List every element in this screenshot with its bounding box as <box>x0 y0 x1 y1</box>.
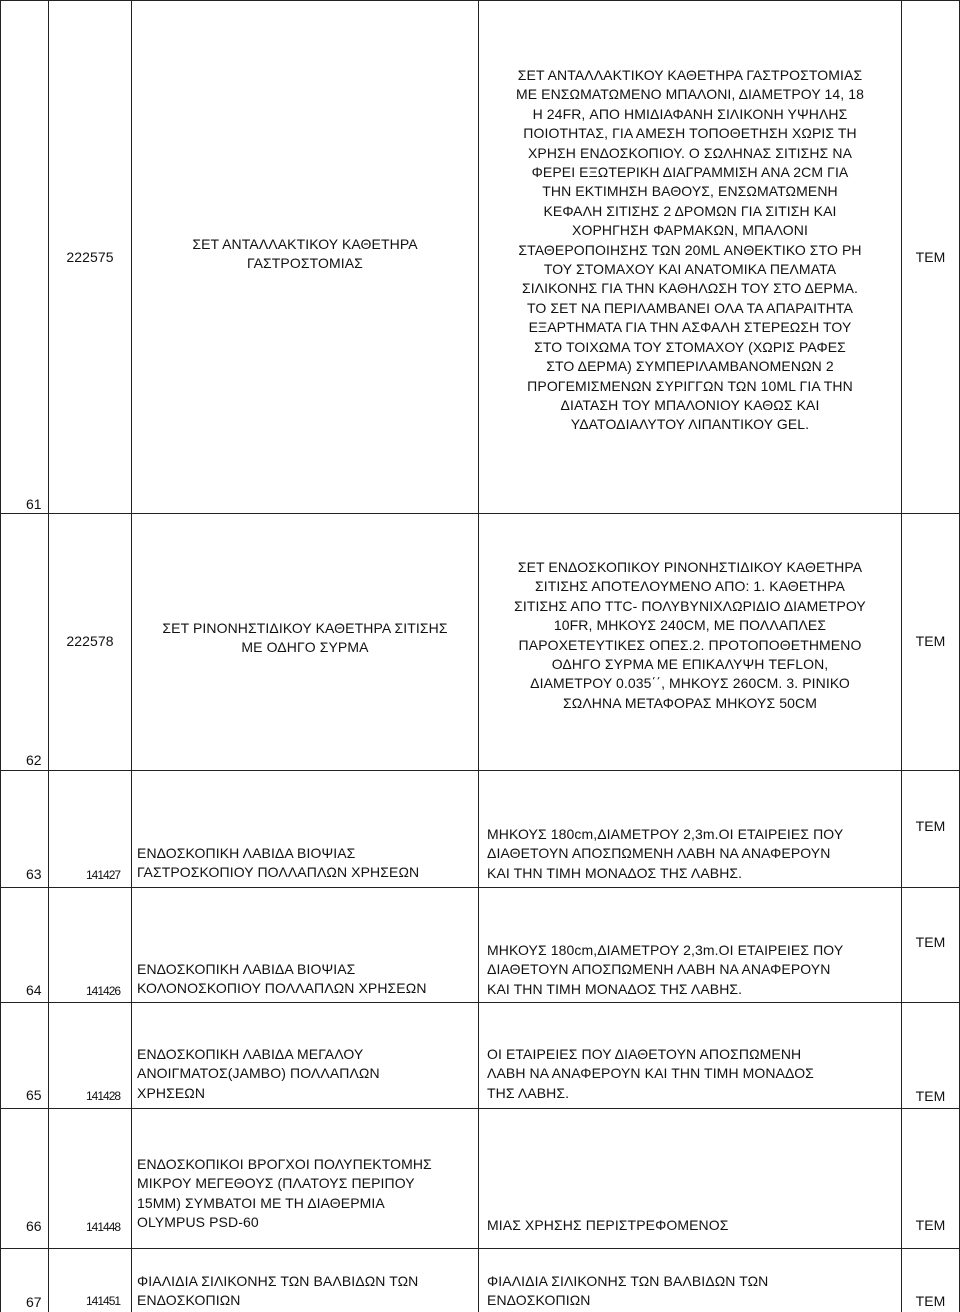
item-name: ΕΝΔΟΣΚΟΠΙΚΗ ΛΑΒΙΔΑ ΒΙΟΨΙΑΣ ΓΑΣΤΡΟΣΚΟΠΙΟΥ ΠΟΛΛΑΠΛΩΝ ΧΡΗΣΕΩΝ <box>137 845 420 881</box>
row-number: 67 <box>26 1294 42 1310</box>
row-number: 62 <box>26 752 42 768</box>
column-divider <box>0 0 1 1312</box>
row-number: 63 <box>26 866 42 882</box>
row-number: 61 <box>26 496 42 512</box>
unit-label: ΤΕΜ <box>915 633 946 649</box>
item-specification: ΜΗΚΟΥΣ 180cm,ΔΙΑΜΕΤΡΟΥ 2,3m.ΟΙ ΕΤΑΙΡΕΙΕΣ ΠΟΥ ΔΙΑΘΕΤΟΥΝ ΑΠΟΣΠΩΜΕΝΗ ΛΑΒΗ ΝΑ ΑΝΑΦΕΡΟΥΝ ΚΑΙ ΤΗΝ ΤΙΜΗ ΜΟΝΑΔΟΣ ΤΗΣ ΛΑΒΗΣ. <box>487 826 844 881</box>
item-code: 141428 <box>86 1089 121 1103</box>
item-specification: ΜΗΚΟΥΣ 180cm,ΔΙΑΜΕΤΡΟΥ 2,3m.ΟΙ ΕΤΑΙΡΕΙΕΣ ΠΟΥ ΔΙΑΘΕΤΟΥΝ ΑΠΟΣΠΩΜΕΝΗ ΛΑΒΗ ΝΑ ΑΝΑΦΕΡΟΥΝ ΚΑΙ ΤΗΝ ΤΙΜΗ ΜΟΝΑΔΟΣ ΤΗΣ ΛΑΒΗΣ. <box>487 942 844 997</box>
unit-label: ΤΕΜ <box>915 818 946 834</box>
row-number: 66 <box>26 1218 42 1234</box>
unit-label: ΤΕΜ <box>915 1217 946 1233</box>
item-code: 222575 <box>66 249 114 265</box>
item-specification: ΣΕΤ ΑΝΤΑΛΛΑΚΤΙΚΟΥ ΚΑΘΕΤΗΡΑ ΓΑΣΤΡΟΣΤΟΜΙΑΣ ΜΕ ΕΝΣΩΜΑΤΩΜΕΝΟ ΜΠΑΛΟΝΙ, ΔΙΑΜΕΤΡΟΥ 14, 18 Η 24FR, ΑΠΟ ΗΜΙΔΙΑΦΑΝΗ ΣΙΛΙΚΟΝΗ ΥΨΗΛΗΣ ΠΟΙΟΤΗΤΑΣ, ΓΙΑ ΑΜΕΣΗ ΤΟΠΟΘΕΤΗΣΗ ΧΩΡΙΣ ΤΗ ΧΡΗΣΗ ΕΝΔΟΣΚΟΠΙΟΥ. Ο ΣΩΛΗΝΑΣ ΣΙΤΙΣΗΣ ΝΑ ΦΕΡΕΙ ΕΞΩΤΕΡΙΚΗ ΔΙΑΓΡΑΜΜΙΣΗ ΑΝΑ 2CM ΓΙΑ ΤΗΝ ΕΚΤΙΜΗΣΗ ΒΑΘΟΥΣ, ΕΝΣΩΜΑΤΩΜΕΝΗ ΚΕΦΑΛΗ ΣΙΤΙΣΗΣ 2 ΔΡΟΜΩΝ ΓΙΑ ΣΙΤΙΣΗ ΚΑΙ ΧΟΡΗΓΗΣΗ ΦΑΡΜΑΚΩΝ, ΜΠΑΛΟΝΙ ΣΤΑΘΕΡΟΠΟΙΗΣΗΣ ΤΩΝ 20ML ΑΝΘΕΚΤΙΚΟ ΣΤΟ PH ΤΟΥ ΣΤΟΜΑΧΟΥ ΚΑΙ ΑΝΑΤΟΜΙΚΑ ΠΕΛΜΑΤΑ ΣΙΛΙΚΟΝΗΣ ΓΙΑ ΤΗΝ ΚΑΘΗΛΩΣΗ ΤΟΥ ΣΤΟ ΔΕΡΜΑ. ΤΟ ΣΕΤ ΝΑ ΠΕΡΙΛΑΜΒΑΝΕΙ ΟΛΑ ΤΑ ΑΠΑΡΑΙΤΗΤΑ ΕΞΑΡΤΗΜΑΤΑ ΓΙΑ ΤΗΝ ΑΣΦΑΛΗ ΣΤΕΡΕΩΣΗ ΤΟΥ ΣΤΟ ΤΟΙΧΩΜΑ ΤΟΥ ΣΤΟΜΑΧΟΥ (ΧΩΡΙΣ ΡΑΦΕΣ ΣΤΟ ΔΕΡΜΑ) ΣΥΜΠΕΡΙΛΑΜΒΑΝΟΜΕΝΩΝ 2 ΠΡΟΓΕΜΙΣΜΕΝΩΝ ΣΥΡΙΓΓΩΝ ΤΩΝ 10ML ΓΙΑ ΤΗΝ ΔΙΑΤΑΣΗ ΤΟΥ ΜΠΑΛΟΝΙΟΥ ΚΑΘΩΣ ΚΑΙ ΥΔΑΤΟΔΙΑΛΥΤΟΥ ΛΙΠΑΝΤΙΚΟΥ GEL. <box>515 67 865 433</box>
item-specification: ΦΙΑΛΙΔΙΑ ΣΙΛΙΚΟΝΗΣ ΤΩΝ ΒΑΛΒΙΔΩΝ ΤΩΝ ΕΝΔΟΣΚΟΠΙΩΝ <box>487 1273 769 1309</box>
item-code: 222578 <box>66 633 114 649</box>
column-divider <box>478 0 479 1312</box>
item-specification: ΜΙΑΣ ΧΡΗΣΗΣ ΠΕΡΙΣΤΡΕΦΟΜΕΝΟΣ <box>487 1217 729 1233</box>
row-divider <box>0 0 960 1</box>
unit-label: ΤΕΜ <box>915 1293 946 1309</box>
item-name: ΣΕΤ ΡΙΝΟΝΗΣΤΙΔΙΚΟΥ ΚΑΘΕΤΗΡΑ ΣΙΤΙΣΗΣ ΜΕ ΟΔΗΓΟ ΣΥΡΜΑ <box>162 620 448 656</box>
item-code: 141427 <box>86 868 121 882</box>
row-number: 65 <box>26 1087 42 1103</box>
item-code: 141451 <box>86 1294 121 1308</box>
item-specification: ΟΙ ΕΤΑΙΡΕΙΕΣ ΠΟΥ ΔΙΑΘΕΤΟΥΝ ΑΠΟΣΠΩΜΕΝΗ ΛΑΒΗ ΝΑ ΑΝΑΦΕΡΟΥΝ ΚΑΙ ΤΗΝ ΤΙΜΗ ΜΟΝΑΔΟΣ ΤΗΣ ΛΑΒΗΣ. <box>487 1046 814 1101</box>
row-divider <box>0 887 960 888</box>
row-divider <box>0 513 960 514</box>
item-name: ΕΝΔΟΣΚΟΠΙΚΗ ΛΑΒΙΔΑ ΒΙΟΨΙΑΣ ΚΟΛΟΝΟΣΚΟΠΙΟΥ ΠΟΛΛΑΠΛΩΝ ΧΡΗΣΕΩΝ <box>137 961 427 997</box>
row-divider <box>0 770 960 771</box>
row-divider <box>0 1108 960 1109</box>
item-code: 141426 <box>86 984 121 998</box>
item-specification: ΣΕΤ ΕΝΔΟΣΚΟΠΙΚΟΥ ΡΙΝΟΝΗΣΤΙΔΙΚΟΥ ΚΑΘΕΤΗΡΑ ΣΙΤΙΣΗΣ ΑΠΟΤΕΛΟΥΜΕΝΟ ΑΠΟ: 1. ΚΑΘΕΤΗΡΑ ΣΙΤΙΣΗΣ ΑΠΟ TTC- ΠΟΛΥΒΥΝΙΧΛΩΡΙΔΙΟ ΔΙΑΜΕΤΡΟΥ 10FR, ΜΗΚΟΥΣ 240CM, ΜΕ ΠΟΛΛΑΠΛΕΣ ΠΑΡΟΧΕΤΕΥΤΙΚΕΣ ΟΠΕΣ.2. ΠΡΟΤΟΠΟΘΕΤΗΜΕΝΟ ΟΔΗΓΟ ΣΥΡΜΑ ΜΕ ΕΠΙΚΑΛΥΨΗ TEFLON, ΔΙΑΜΕΤΡΟΥ 0.035΄΄, ΜΗΚΟΥΣ 260CM. 3. ΡΙΝΙΚΟ ΣΩΛΗΝΑ ΜΕΤΑΦΟΡΑΣ ΜΗΚΟΥΣ 50CM <box>514 559 866 711</box>
column-divider <box>48 0 49 1312</box>
row-divider <box>0 1002 960 1003</box>
row-divider <box>0 1248 960 1249</box>
row-number: 64 <box>26 982 42 998</box>
unit-label: ΤΕΜ <box>915 934 946 950</box>
unit-label: ΤΕΜ <box>915 249 946 265</box>
item-name: ΦΙΑΛΙΔΙΑ ΣΙΛΙΚΟΝΗΣ ΤΩΝ ΒΑΛΒΙΔΩΝ ΤΩΝ ΕΝΔΟΣΚΟΠΙΩΝ <box>137 1273 419 1309</box>
item-code: 141448 <box>86 1220 121 1234</box>
item-name: ΕΝΔΟΣΚΟΠΙΚΗ ΛΑΒΙΔΑ ΜΕΓΑΛΟΥ ΑΝΟΙΓΜΑΤΟΣ(JAMBO) ΠΟΛΛΑΠΛΩΝ ΧΡΗΣΕΩΝ <box>137 1046 380 1101</box>
item-name: ΕΝΔΟΣΚΟΠΙΚΟΙ ΒΡΟΓΧΟΙ ΠΟΛΥΠΕΚΤΟΜΗΣ ΜΙΚΡΟΥ ΜΕΓΕΘΟΥΣ (ΠΛΑΤΟΥΣ ΠΕΡΙΠΟΥ 15MM) ΣΥΜΒΑΤΟΙ ΜΕ ΤΗ ΔΙΑΘΕΡΜΙΑ OLYMPUS PSD-60 <box>137 1156 432 1231</box>
column-divider <box>131 0 132 1312</box>
item-name: ΣΕΤ ΑΝΤΑΛΛΑΚΤΙΚΟΥ ΚΑΘΕΤΗΡΑ ΓΑΣΤΡΟΣΤΟΜΙΑΣ <box>192 236 418 272</box>
column-divider <box>901 0 902 1312</box>
unit-label: ΤΕΜ <box>915 1088 946 1104</box>
